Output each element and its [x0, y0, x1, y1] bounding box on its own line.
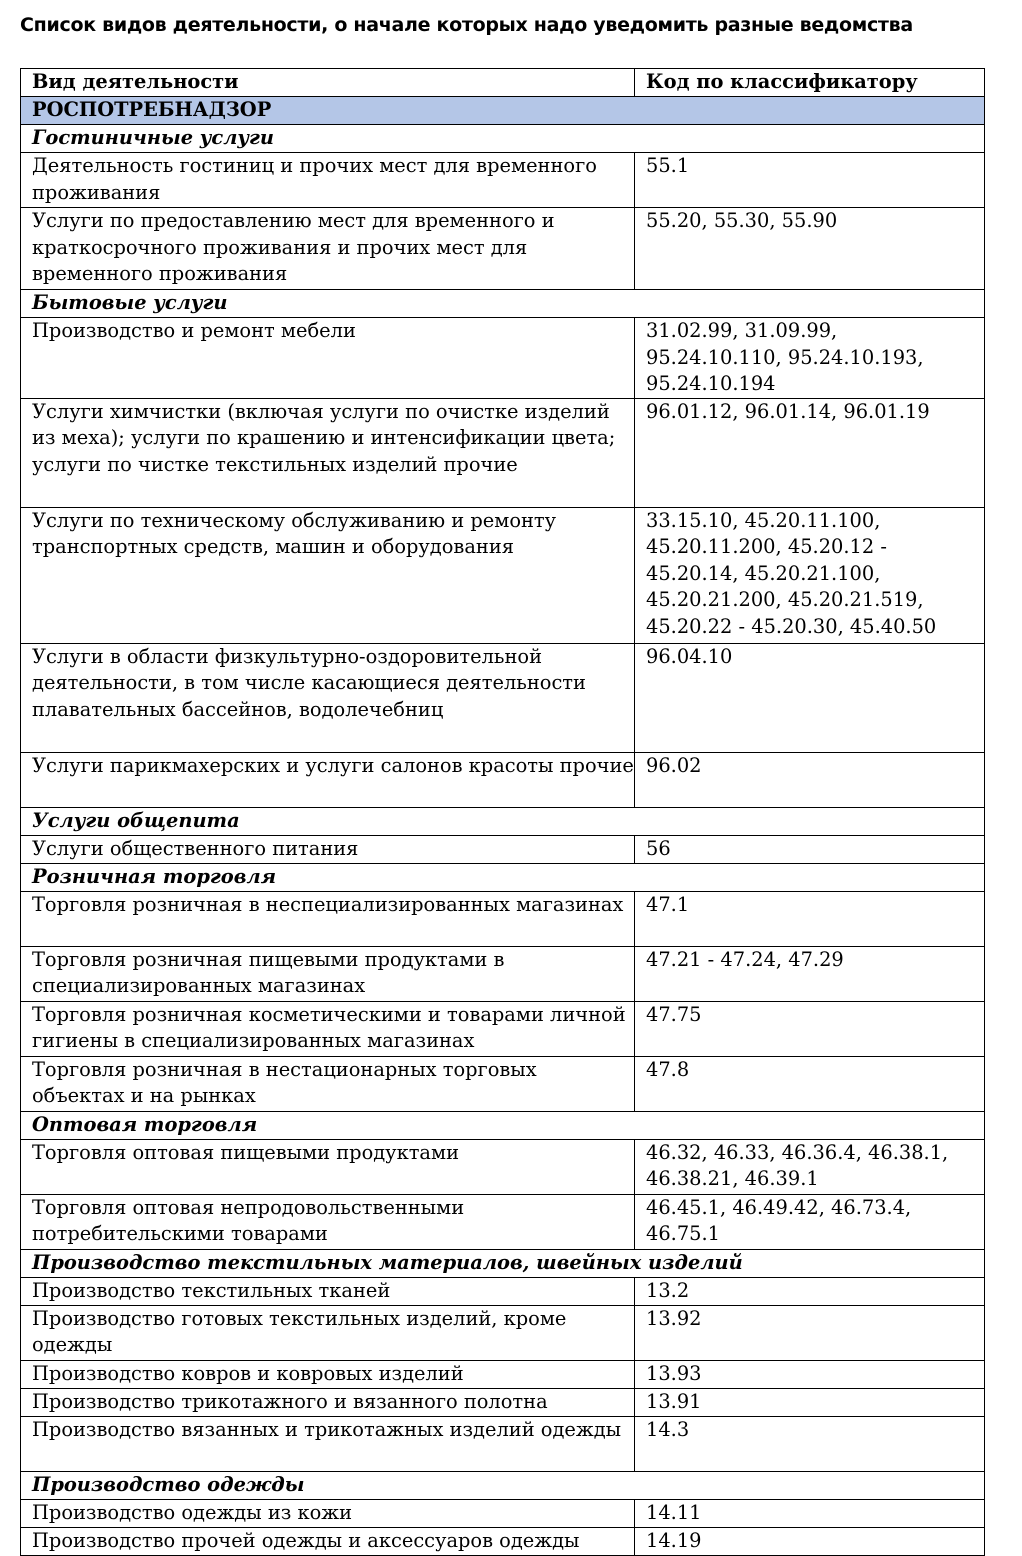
table-row	[21, 1277, 985, 1305]
code-cell: 13.92	[635, 1305, 985, 1360]
code-cell: 14.3	[635, 1416, 985, 1471]
category-row	[21, 1111, 985, 1139]
category-title: Оптовая торговля	[21, 1111, 985, 1139]
activity-cell: Производство трикотажного и вязанного полотна	[21, 1388, 635, 1416]
code-cell: 46.32, 46.33, 46.36.4, 46.38.1, 46.38.21, 46.39.1	[635, 1139, 985, 1194]
table-header-row	[21, 69, 985, 97]
category-title: Производство текстильных материалов, швейных изделий	[21, 1249, 985, 1277]
activity-cell: Производство текстильных тканей	[21, 1277, 635, 1305]
code-cell: 47.21 - 47.24, 47.29	[635, 946, 985, 1001]
table-row	[21, 1360, 985, 1388]
code-cell: 13.2	[635, 1277, 985, 1305]
column-header-code: Код по классификатору	[635, 69, 985, 97]
code-cell: 47.1	[635, 891, 985, 946]
table-row	[21, 835, 985, 863]
table-row	[21, 507, 985, 643]
activity-cell: Торговля розничная в неспециализированных магазинах	[21, 891, 635, 946]
activity-cell: Производство ковров и ковровых изделий	[21, 1360, 635, 1388]
code-cell: 96.01.12, 96.01.14, 96.01.19	[635, 398, 985, 507]
activity-cell: Торговля оптовая непродовольственными потребительскими товарами	[21, 1194, 635, 1249]
category-row	[21, 290, 985, 318]
activity-cell: Услуги в области физкультурно-оздоровительной деятельности, в том числе касающиеся деятельности плавательных бассейнов, водолечебниц	[21, 643, 635, 752]
table-row	[21, 208, 985, 290]
code-cell: 47.75	[635, 1001, 985, 1056]
table-row	[21, 153, 985, 208]
activity-cell: Производство готовых текстильных изделий, кроме одежды	[21, 1305, 635, 1360]
activity-cell: Торговля розничная в нестационарных торговых объектах и на рынках	[21, 1056, 635, 1111]
page-title: Список видов деятельности, о начале которых надо уведомить разные ведомства	[20, 14, 913, 36]
table-row	[21, 946, 985, 1001]
category-row	[21, 1471, 985, 1499]
activity-cell: Услуги общественного питания	[21, 835, 635, 863]
activity-cell: Производство прочей одежды и аксессуаров одежды	[21, 1527, 635, 1555]
table-row	[21, 318, 985, 399]
table-row	[21, 1388, 985, 1416]
column-header-activity: Вид деятельности	[21, 69, 635, 97]
code-cell: 55.1	[635, 153, 985, 208]
agency-name: РОСПОТРЕБНАДЗОР	[21, 97, 985, 125]
code-cell: 56	[635, 835, 985, 863]
table-row	[21, 1527, 985, 1555]
activity-cell: Торговля розничная косметическими и товарами личной гигиены в специализированных магазинах	[21, 1001, 635, 1056]
activity-cell: Торговля розничная пищевыми продуктами в специализированных магазинах	[21, 946, 635, 1001]
code-cell: 46.45.1, 46.49.42, 46.73.4, 46.75.1	[635, 1194, 985, 1249]
category-title: Производство одежды	[21, 1471, 985, 1499]
activity-cell: Производство одежды из кожи	[21, 1499, 635, 1527]
table-row	[21, 1139, 985, 1194]
agency-row	[21, 97, 985, 125]
table-row	[21, 891, 985, 946]
category-row	[21, 125, 985, 153]
activity-cell: Производство и ремонт мебели	[21, 318, 635, 399]
activity-cell: Услуги парикмахерских и услуги салонов красоты прочие	[21, 752, 635, 807]
category-row	[21, 807, 985, 835]
table-row	[21, 1499, 985, 1527]
table-row	[21, 1056, 985, 1111]
code-cell: 47.8	[635, 1056, 985, 1111]
activity-cell: Услуги химчистки (включая услуги по очистке изделий из меха); услуги по крашению и интенсификации цвета; услуги по чистке текстильных изделий прочие	[21, 398, 635, 507]
category-title: Бытовые услуги	[21, 290, 985, 318]
code-cell: 96.04.10	[635, 643, 985, 752]
code-cell: 55.20, 55.30, 55.90	[635, 208, 985, 290]
category-title: Услуги общепита	[21, 807, 985, 835]
activity-cell: Услуги по техническому обслуживанию и ремонту транспортных средств, машин и оборудования	[21, 507, 635, 643]
table-row	[21, 643, 985, 752]
activities-table	[20, 68, 985, 1556]
code-cell: 31.02.99, 31.09.99, 95.24.10.110, 95.24.10.193, 95.24.10.194	[635, 318, 985, 399]
activity-cell: Торговля оптовая пищевыми продуктами	[21, 1139, 635, 1194]
activity-cell: Услуги по предоставлению мест для временного и краткосрочного проживания и прочих мест для временного проживания	[21, 208, 635, 290]
category-title: Гостиничные услуги	[21, 125, 985, 153]
table-row	[21, 752, 985, 807]
table-row	[21, 1305, 985, 1360]
category-row	[21, 1249, 985, 1277]
table-row	[21, 1194, 985, 1249]
category-row	[21, 863, 985, 891]
category-title: Розничная торговля	[21, 863, 985, 891]
table-row	[21, 1001, 985, 1056]
table-row	[21, 1416, 985, 1471]
table-row	[21, 398, 985, 507]
code-cell: 14.19	[635, 1527, 985, 1555]
code-cell: 13.93	[635, 1360, 985, 1388]
code-cell: 14.11	[635, 1499, 985, 1527]
activity-cell: Производство вязанных и трикотажных изделий одежды	[21, 1416, 635, 1471]
code-cell: 96.02	[635, 752, 985, 807]
activity-cell: Деятельность гостиниц и прочих мест для временного проживания	[21, 153, 635, 208]
code-cell: 13.91	[635, 1388, 985, 1416]
code-cell: 33.15.10, 45.20.11.100, 45.20.11.200, 45.20.12 - 45.20.14, 45.20.21.100, 45.20.21.200, 45.20.21.519, 45.20.22 - 45.20.30, 45.40.50	[635, 507, 985, 643]
